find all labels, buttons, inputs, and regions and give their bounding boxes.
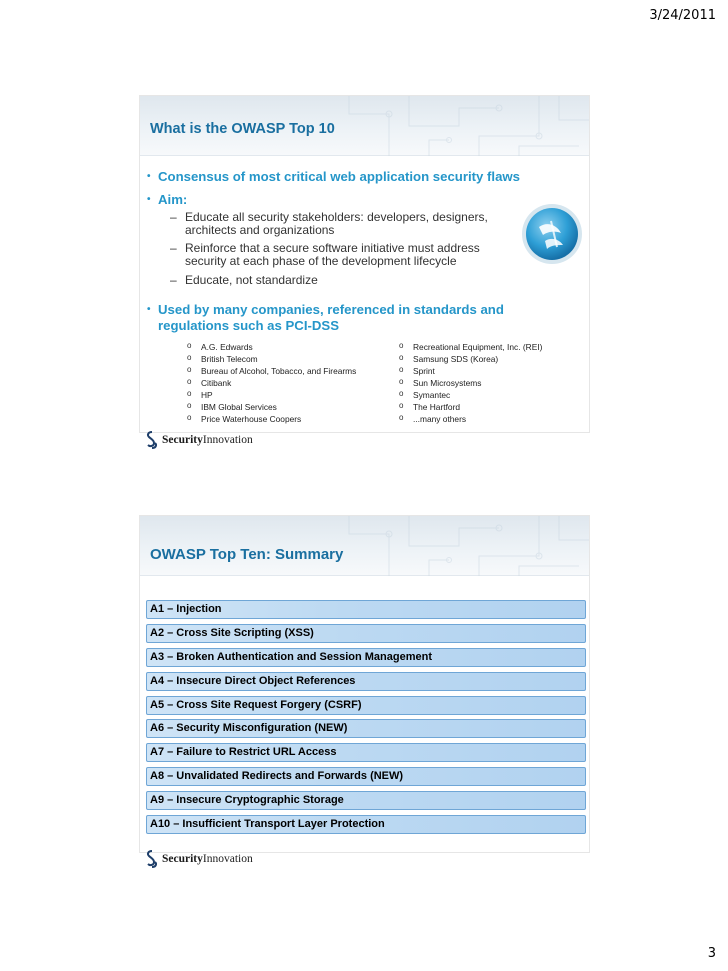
company-item: o Symantec	[399, 389, 542, 401]
bullet-dot-icon: •	[147, 171, 151, 182]
company-item: o Bureau of Alcohol, Tobacco, and Firearms	[187, 365, 356, 377]
brand-rest-text: Innovation	[202, 434, 253, 446]
security-innovation-brand	[145, 850, 253, 868]
risk-item-a9: A9 – Insecure Cryptographic Storage	[146, 791, 586, 810]
risk-item-a3: A3 – Broken Authentication and Session Management	[146, 648, 586, 667]
slide-title: OWASP Top Ten: Summary	[150, 546, 344, 563]
circuit-pattern-icon	[329, 96, 589, 156]
company-item: o Sun Microsystems	[399, 377, 542, 389]
aim-item-educate: – Educate all security stakeholders: developers, designers, architects and organizations	[170, 210, 488, 237]
company-item: o Recreational Equipment, Inc. (REI)	[399, 341, 542, 353]
aim-item-standardize: – Educate, not standardize	[170, 273, 318, 287]
circuit-pattern-icon	[329, 516, 589, 576]
slide-title: What is the OWASP Top 10	[150, 121, 335, 137]
company-item: o ...many others	[399, 413, 542, 425]
company-item: o A.G. Edwards	[187, 341, 356, 353]
risk-item-a2: A2 – Cross Site Scripting (XSS)	[146, 624, 586, 643]
risk-item-a4: A4 – Insecure Direct Object References	[146, 672, 586, 691]
company-item: o Samsung SDS (Korea)	[399, 353, 542, 365]
security-innovation-brand	[145, 431, 253, 449]
risk-item-a1: A1 – Injection	[146, 600, 586, 619]
companies-right-list	[399, 341, 542, 425]
security-innovation-logo-icon	[145, 431, 159, 449]
company-item: o Price Waterhouse Coopers	[187, 413, 356, 425]
brand-rest-text: Innovation	[202, 853, 253, 865]
company-item: o The Hartford	[399, 401, 542, 413]
bullet-dot-icon: •	[147, 304, 151, 315]
aim-item-reinforce: – Reinforce that a secure software initiative must address security at each phase of the development lifecycle	[170, 241, 480, 268]
owasp-wasp-logo-icon	[521, 203, 583, 265]
slide-what-is-owasp	[139, 95, 590, 446]
company-item: o HP	[187, 389, 356, 401]
company-item: o British Telecom	[187, 353, 356, 365]
slide-header	[140, 96, 589, 156]
risk-item-a10: A10 – Insufficient Transport Layer Protection	[146, 815, 586, 834]
bullet-consensus: • Consensus of most critical web application security flaws	[147, 169, 521, 184]
bullet-used-by: • Used by many companies, referenced in standards and regulations such as PCI-DSS	[147, 302, 504, 333]
slide-header	[140, 516, 589, 576]
brand-strong-text: Security	[162, 853, 203, 865]
page-date: 3/24/2011	[649, 8, 716, 23]
company-item: o Sprint	[399, 365, 542, 377]
risk-item-a7: A7 – Failure to Restrict URL Access	[146, 743, 586, 762]
companies-left-list	[187, 341, 356, 425]
company-item: o Citibank	[187, 377, 356, 389]
slide-owasp-summary	[139, 515, 590, 865]
page-number: 3	[707, 946, 716, 961]
bullet-aim: • Aim:	[147, 192, 188, 207]
risk-item-a8: A8 – Unvalidated Redirects and Forwards (NEW)	[146, 767, 586, 786]
risk-item-a5: A5 – Cross Site Request Forgery (CSRF)	[146, 696, 586, 715]
top-ten-list	[146, 600, 586, 839]
company-item: o IBM Global Services	[187, 401, 356, 413]
brand-strong-text: Security	[162, 434, 203, 446]
risk-item-a6: A6 – Security Misconfiguration (NEW)	[146, 719, 586, 738]
bullet-dot-icon: •	[147, 194, 151, 205]
security-innovation-logo-icon	[145, 850, 159, 868]
